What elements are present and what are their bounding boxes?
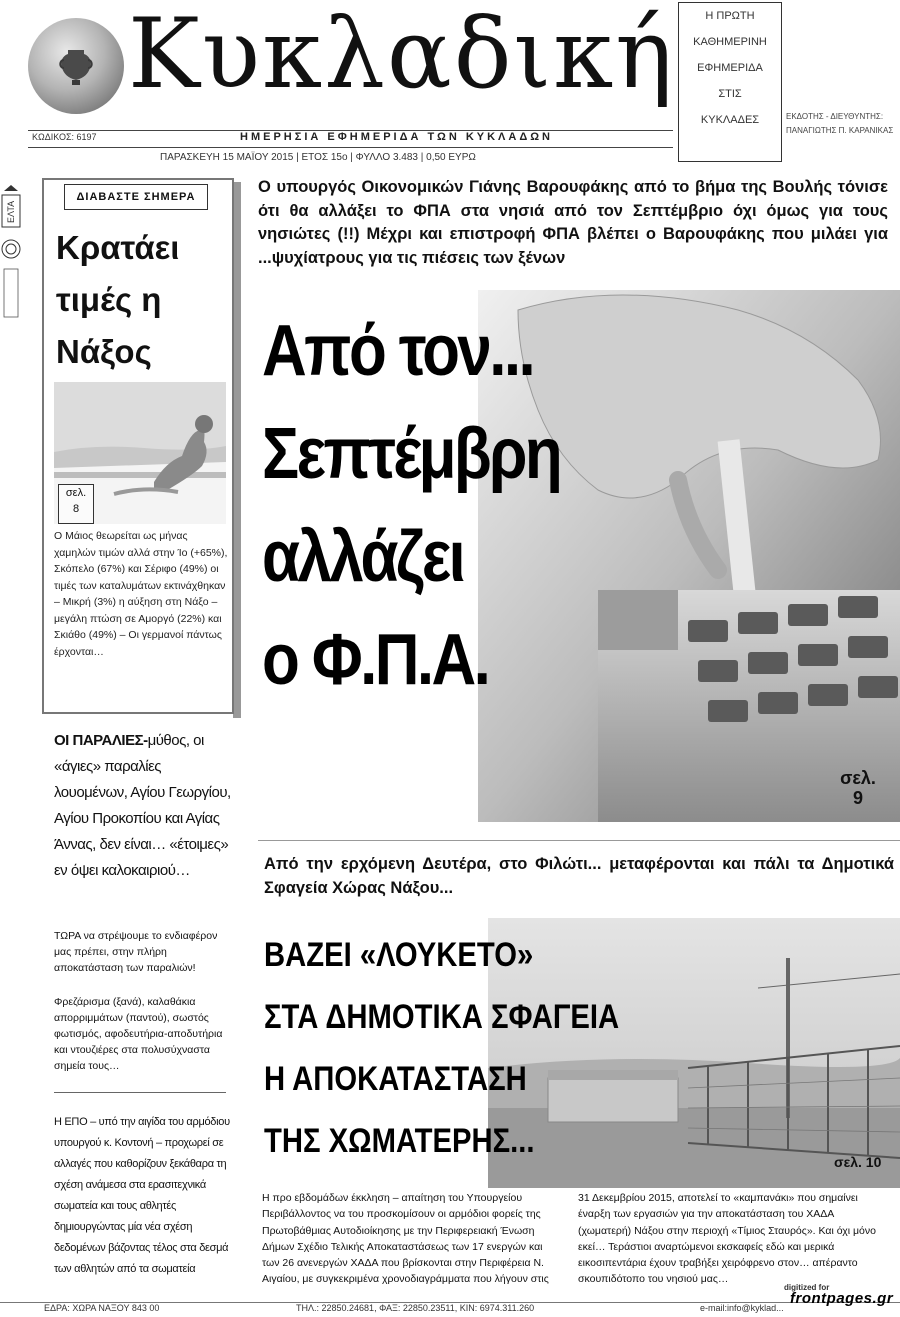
- read-today-label: ΔΙΑΒΑΣΤΕ ΣΗΜΕΡΑ: [64, 184, 208, 210]
- slogan-line: ΕΦΗΜΕΡΙΔΑ: [697, 62, 763, 74]
- sidebar-shadow: [233, 182, 241, 718]
- footer-phones: ΤΗΛ.: 22850.24681, ΦΑΞ: 22850.23511, ΚΙΝ: 6974.311.260: [296, 1303, 535, 1313]
- lead-page-ref[interactable]: [828, 768, 888, 808]
- beaches-body-2: Φρεζάρισμα (ξανά), καλαθάκια απορριμμάτων (παντού), σωστός φωτισμός, αφοδευτήρια-αποδυτήρια και ντουζιέρες στα πολυσύχναστα σημεία τους…: [54, 996, 223, 1072]
- lead-headline-line: Από τον...: [262, 311, 534, 391]
- tagline: ΗΜΕΡΗΣΙΑ ΕΦΗΜΕΡΙΔΑ ΤΩΝ ΚΥΚΛΑΔΩΝ: [240, 131, 554, 143]
- slogan-line: ΚΥΚΛΑΔΕΣ: [700, 114, 760, 126]
- sidebar-headline-line: Κρατάει: [56, 229, 180, 266]
- lead-headline-line: ο Φ.Π.Α.: [262, 620, 489, 700]
- lead-intro[interactable]: Ο υπουργός Οικονομικών Γιάνης Βαρουφάκης από το βήμα της Βουλής τόνισε ότι θα αλλάξει το ΦΠΑ στα νησιά από τον Σεπτέμβριο όχι όμως για τους νησιώτες (!!) Μέχρι και επιστροφή ΦΠΑ βλέπει ο Βαρουφάκης που μιλάει για ...ψυχίατρους για τις πιέσεις των ξένων: [258, 178, 888, 267]
- section-rule: [258, 840, 900, 841]
- watermark-caption: digitized for: [784, 1283, 830, 1292]
- postal-strip: [0, 185, 22, 325]
- sidebar-divider: [54, 1092, 226, 1093]
- page-ref-label: σελ.: [840, 768, 876, 788]
- second-page-ref[interactable]: σελ. 10: [834, 1154, 882, 1170]
- sidebar-page-ref[interactable]: [58, 484, 94, 524]
- second-headline-line: ΣΤΑ ΔΗΜΟΤΙΚΑ ΣΦΑΓΕΙΑ: [264, 998, 620, 1036]
- second-headline-line: ΒΑΖΕΙ «ΛΟΥΚΕΤΟ»: [264, 936, 534, 974]
- slogan-box: [678, 2, 782, 162]
- beaches-headline[interactable]: [54, 728, 232, 884]
- issue-line: ΠΑΡΑΣΚΕΥΗ 15 ΜΑΪΟΥ 2015 | ΕΤΟΣ 15ο | ΦΥΛΛΟ 3.483 | 0,50 ΕΥΡΩ: [160, 152, 476, 163]
- sidebar-headline-line: Νάξος: [56, 333, 152, 370]
- page-ref-number: 8: [72, 503, 80, 515]
- second-intro[interactable]: Από την ερχόμενη Δευτέρα, στο Φιλώτι... μεταφέρονται και πάλι τα Δημοτικά Σφαγεία Χώρας Νάξου...: [264, 855, 894, 897]
- page-ref-label: σελ.: [65, 487, 87, 499]
- logo-coin: [28, 18, 124, 114]
- second-headline[interactable]: [264, 924, 642, 1172]
- slogan-line: Η ΠΡΩΤΗ: [705, 10, 755, 22]
- publisher-label: ΕΚΔΟΤΗΣ - ΔΙΕΥΘΥΝΤΗΣ:: [786, 112, 884, 121]
- beaches-body-1: ΤΩΡΑ να στρέψουμε το ενδιαφέρον μας πρέπει, στην πλήρη αποκατάσταση των παραλιών!: [54, 930, 218, 974]
- sidebar-body-prices: Ο Μάιος θεωρείται ως μήνας χαμηλών τιμών αλλά στην Ίο (+65%), Σκόπελο (67%) και Σέριφο (49%) οι τιμές των καταλυμάτων εκτινάχθηκαν – Μικρή (3%) η αύξηση στη Νάξο – μεγάλη πτώση σε Αμοργό (22%) και Σκιάθο (49%) – Οι γερμανοί πάντως έρχονται…: [54, 530, 228, 658]
- product-code: ΚΩΔΙΚΟΣ: 6197: [32, 132, 97, 142]
- postal-label: ΕΛΤΑ: [6, 200, 16, 223]
- watermark-site[interactable]: frontpages.gr: [790, 1290, 894, 1307]
- footer-email[interactable]: e-mail:info@kyklad...: [700, 1303, 784, 1313]
- sports-body: Η ΕΠΟ – υπό την αιγίδα του αρμόδιου υπουργού κ. Κοντονή – προχωρεί σε αλλαγές που καθορίζουν ξεκάθαρα τη σχέση ανάμεσα στα ερασιτεχνικά σωματεία και τους αθλητές δημιουργώντας μία νέα σχέση δεδομένων βάζοντας τέλος στα δεσμά των αθλητών από τα σωματεία: [54, 1116, 230, 1275]
- lead-headline[interactable]: [262, 300, 623, 712]
- beaches-rest: μύθος, οι «άγιες» παραλίες λουομένων, Αγίου Γεωργίου, Αγίου Προκοπίου και Αγίας Άννας, δεν είναι… «έτοιμες» εν όψει καλοκαιριού…: [54, 732, 231, 879]
- beaches-bold: ΟΙ ΠΑΡΑΛΙΕΣ-: [54, 732, 148, 749]
- second-body-col-1: Η προ εβδομάδων έκκληση – απαίτηση του Υπουργείου Περιβάλλοντος να του προσκομίσουν οι αρμόδιοι φορείς της Πρωτοβάθμιας Αυτοδιοίκησης με την Περιφερειακή Ένωση Δήμων Σχέδιο Τελικής Αποκαταστάσεως των 17 ενεργών και των 26 ανενεργών ΧΑΔΑ που βρίσκονται στην Περιφέρεια Ν. Αιγαίου, με συγκεκριμένα χρονοδιαγράμματα που λήγουν στις: [262, 1192, 549, 1286]
- page-ref-number: 9: [852, 788, 863, 808]
- second-body-col-2: 31 Δεκεμβρίου 2015, αποτελεί το «καμπανάκι» που σημαίνει έναρξη των εργασιών για την αποκατάσταση του ΧΑΔΑ (χωματερή) Νάξου στην περιοχή «Τίμιος Σταυρός». Και όχι μόνο εκεί… Τεράστιοι αναρτώμενοι εκσκαφείς εδώ και μερικά εικοσιπεντάρια έχουν τραβήξει χειρόφρενο στον… απέραντο σκουπιδότοπο του νησιού μας…: [578, 1192, 876, 1286]
- slogan-line: ΣΤΙΣ: [718, 88, 742, 100]
- publisher-name: ΠΑΝΑΓΙΩΤΗΣ Π. ΚΑΡΑΝΙΚΑΣ: [786, 126, 894, 135]
- lead-headline-line: αλλάζει: [262, 517, 464, 597]
- amphora-icon: [58, 46, 94, 86]
- postal-mark-icon: [0, 185, 22, 325]
- second-headline-line: ΤΗΣ ΧΩΜΑΤΕΡΗΣ...: [264, 1122, 535, 1160]
- footer-address: ΕΔΡΑ: ΧΩΡΑ ΝΑΞΟΥ 843 00: [44, 1303, 160, 1313]
- masthead-title: Κυκλαδική: [128, 0, 675, 110]
- sidebar-headline[interactable]: [56, 222, 226, 378]
- lead-headline-line: Σεπτέμβρη: [262, 414, 561, 494]
- slogan-line: ΚΑΘΗΜΕΡΙΝΗ: [693, 36, 767, 48]
- second-headline-line: Η ΑΠΟΚΑΤΑΣΤΑΣΗ: [264, 1060, 527, 1098]
- sidebar-headline-line: τιμές η: [56, 281, 162, 318]
